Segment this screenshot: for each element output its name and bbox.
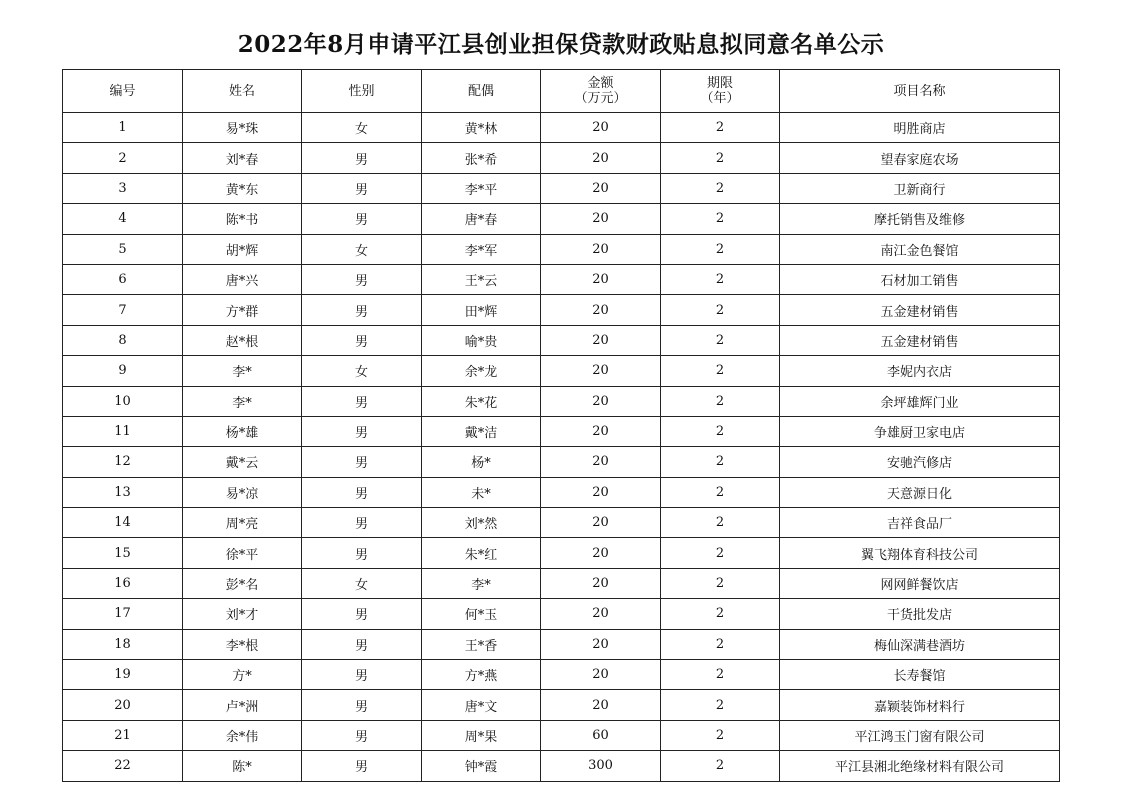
table-row (63, 568, 1060, 598)
cell-gender: 男 (302, 325, 422, 355)
cell-gender: 男 (302, 143, 422, 173)
cell-no: 5 (63, 234, 183, 264)
cell-project: 天意源日化 (780, 477, 1060, 507)
cell-project: 明胜商店 (780, 113, 1060, 143)
cell-no: 19 (63, 660, 183, 690)
cell-project: 南江金色餐馆 (780, 234, 1060, 264)
cell-amount: 20 (541, 599, 661, 629)
cell-no: 11 (63, 416, 183, 446)
cell-spouse: 黄*林 (422, 113, 541, 143)
cell-term: 2 (661, 416, 780, 446)
cell-gender: 男 (302, 416, 422, 446)
table-row (63, 477, 1060, 507)
cell-amount: 20 (541, 690, 661, 720)
header-no: 编号 (63, 70, 183, 113)
cell-term: 2 (661, 204, 780, 234)
table-row (63, 295, 1060, 325)
cell-spouse: 张*希 (422, 143, 541, 173)
cell-project: 梅仙深满巷酒坊 (780, 629, 1060, 659)
header-gender: 性别 (302, 70, 422, 113)
cell-term: 2 (661, 538, 780, 568)
table-row (63, 234, 1060, 264)
cell-name: 戴*云 (183, 447, 302, 477)
table-row (63, 629, 1060, 659)
cell-spouse: 何*玉 (422, 599, 541, 629)
cell-amount: 20 (541, 204, 661, 234)
cell-amount: 20 (541, 447, 661, 477)
cell-name: 黄*东 (183, 173, 302, 203)
cell-spouse: 李*平 (422, 173, 541, 203)
cell-spouse: 朱*花 (422, 386, 541, 416)
table-row (63, 447, 1060, 477)
cell-project: 摩托销售及维修 (780, 204, 1060, 234)
cell-amount: 20 (541, 173, 661, 203)
cell-gender: 男 (302, 690, 422, 720)
cell-spouse: 唐*春 (422, 204, 541, 234)
table-row (63, 173, 1060, 203)
cell-project: 嘉颖装饰材料行 (780, 690, 1060, 720)
cell-gender: 女 (302, 356, 422, 386)
cell-gender: 男 (302, 629, 422, 659)
cell-term: 2 (661, 143, 780, 173)
cell-gender: 男 (302, 295, 422, 325)
cell-name: 卢*洲 (183, 690, 302, 720)
table-row (63, 204, 1060, 234)
cell-name: 易*珠 (183, 113, 302, 143)
cell-spouse: 王*香 (422, 629, 541, 659)
cell-amount: 20 (541, 660, 661, 690)
cell-term: 2 (661, 447, 780, 477)
cell-term: 2 (661, 234, 780, 264)
cell-no: 4 (63, 204, 183, 234)
cell-no: 1 (63, 113, 183, 143)
header-name: 姓名 (183, 70, 302, 113)
cell-term: 2 (661, 690, 780, 720)
cell-name: 方*群 (183, 295, 302, 325)
cell-gender: 男 (302, 599, 422, 629)
cell-amount: 20 (541, 234, 661, 264)
cell-term: 2 (661, 356, 780, 386)
cell-term: 2 (661, 629, 780, 659)
cell-project: 干货批发店 (780, 599, 1060, 629)
cell-gender: 男 (302, 204, 422, 234)
cell-term: 2 (661, 113, 780, 143)
cell-gender: 男 (302, 447, 422, 477)
cell-gender: 男 (302, 538, 422, 568)
cell-name: 易*凉 (183, 477, 302, 507)
cell-amount: 20 (541, 416, 661, 446)
cell-no: 9 (63, 356, 183, 386)
cell-name: 刘*才 (183, 599, 302, 629)
cell-name: 杨*雄 (183, 416, 302, 446)
header-amount-label: 金额 (587, 76, 614, 91)
cell-spouse: 王*云 (422, 264, 541, 294)
cell-gender: 男 (302, 751, 422, 781)
table-row (63, 113, 1060, 143)
cell-term: 2 (661, 751, 780, 781)
cell-term: 2 (661, 508, 780, 538)
table-body (63, 113, 1060, 782)
cell-amount: 60 (541, 720, 661, 750)
cell-spouse: 方*燕 (422, 660, 541, 690)
cell-project: 李妮内衣店 (780, 356, 1060, 386)
cell-no: 14 (63, 508, 183, 538)
cell-spouse: 戴*洁 (422, 416, 541, 446)
table-row (63, 508, 1060, 538)
header-spouse: 配偶 (422, 70, 541, 113)
loan-list-table (62, 69, 1060, 782)
cell-no: 17 (63, 599, 183, 629)
cell-gender: 男 (302, 264, 422, 294)
cell-gender: 男 (302, 508, 422, 538)
cell-project: 平江县湘北绝缘材料有限公司 (780, 751, 1060, 781)
cell-spouse: 杨* (422, 447, 541, 477)
cell-term: 2 (661, 599, 780, 629)
cell-amount: 20 (541, 538, 661, 568)
cell-amount: 300 (541, 751, 661, 781)
cell-spouse: 唐*文 (422, 690, 541, 720)
table-row (63, 660, 1060, 690)
cell-name: 陈*书 (183, 204, 302, 234)
cell-spouse: 刘*然 (422, 508, 541, 538)
cell-name: 方* (183, 660, 302, 690)
header-amount (541, 70, 661, 113)
cell-no: 15 (63, 538, 183, 568)
cell-no: 6 (63, 264, 183, 294)
cell-amount: 20 (541, 356, 661, 386)
cell-gender: 男 (302, 173, 422, 203)
cell-name: 李* (183, 386, 302, 416)
cell-project: 平江鸿玉门窗有限公司 (780, 720, 1060, 750)
cell-name: 李*根 (183, 629, 302, 659)
cell-no: 10 (63, 386, 183, 416)
cell-no: 13 (63, 477, 183, 507)
table-row (63, 143, 1060, 173)
table-row (63, 386, 1060, 416)
header-project: 项目名称 (780, 70, 1060, 113)
cell-term: 2 (661, 720, 780, 750)
cell-spouse: 未* (422, 477, 541, 507)
table-row (63, 751, 1060, 781)
cell-name: 余*伟 (183, 720, 302, 750)
cell-amount: 20 (541, 325, 661, 355)
cell-spouse: 周*果 (422, 720, 541, 750)
cell-no: 8 (63, 325, 183, 355)
cell-project: 望春家庭农场 (780, 143, 1060, 173)
document-title: 2022年8月申请平江县创业担保贷款财政贴息拟同意名单公示 (237, 31, 885, 58)
cell-project: 余坪雄辉门业 (780, 386, 1060, 416)
table-row (63, 538, 1060, 568)
cell-term: 2 (661, 386, 780, 416)
header-term-label: 期限 (706, 76, 733, 91)
table-row (63, 356, 1060, 386)
table-row (63, 264, 1060, 294)
cell-no: 22 (63, 751, 183, 781)
cell-project: 五金建材销售 (780, 295, 1060, 325)
cell-gender: 女 (302, 234, 422, 264)
cell-name: 赵*根 (183, 325, 302, 355)
cell-name: 陈* (183, 751, 302, 781)
cell-amount: 20 (541, 629, 661, 659)
header-term (661, 70, 780, 113)
table-header-row (63, 70, 1060, 113)
cell-no: 21 (63, 720, 183, 750)
cell-gender: 男 (302, 477, 422, 507)
cell-term: 2 (661, 295, 780, 325)
cell-project: 石材加工销售 (780, 264, 1060, 294)
cell-term: 2 (661, 477, 780, 507)
cell-name: 胡*辉 (183, 234, 302, 264)
cell-project: 网网鲜餐饮店 (780, 568, 1060, 598)
cell-no: 20 (63, 690, 183, 720)
cell-amount: 20 (541, 568, 661, 598)
cell-name: 唐*兴 (183, 264, 302, 294)
cell-project: 五金建材销售 (780, 325, 1060, 355)
cell-spouse: 李* (422, 568, 541, 598)
cell-spouse: 钟*霞 (422, 751, 541, 781)
cell-term: 2 (661, 173, 780, 203)
table-row (63, 720, 1060, 750)
cell-name: 徐*平 (183, 538, 302, 568)
table-row (63, 416, 1060, 446)
cell-term: 2 (661, 325, 780, 355)
cell-gender: 女 (302, 568, 422, 598)
cell-amount: 20 (541, 113, 661, 143)
header-amount-unit: （万元） (574, 91, 627, 106)
cell-gender: 女 (302, 113, 422, 143)
cell-gender: 男 (302, 660, 422, 690)
cell-no: 3 (63, 173, 183, 203)
cell-project: 吉祥食品厂 (780, 508, 1060, 538)
cell-project: 翼飞翔体育科技公司 (780, 538, 1060, 568)
cell-amount: 20 (541, 143, 661, 173)
cell-name: 周*亮 (183, 508, 302, 538)
cell-spouse: 余*龙 (422, 356, 541, 386)
cell-no: 18 (63, 629, 183, 659)
cell-amount: 20 (541, 264, 661, 294)
cell-amount: 20 (541, 477, 661, 507)
cell-no: 2 (63, 143, 183, 173)
cell-no: 16 (63, 568, 183, 598)
cell-amount: 20 (541, 508, 661, 538)
table-row (63, 690, 1060, 720)
cell-spouse: 朱*红 (422, 538, 541, 568)
cell-spouse: 田*辉 (422, 295, 541, 325)
cell-name: 刘*春 (183, 143, 302, 173)
header-term-unit: （年） (700, 91, 740, 106)
cell-name: 李* (183, 356, 302, 386)
cell-name: 彭*名 (183, 568, 302, 598)
cell-project: 长寿餐馆 (780, 660, 1060, 690)
table-row (63, 599, 1060, 629)
cell-project: 争雄厨卫家电店 (780, 416, 1060, 446)
cell-gender: 男 (302, 720, 422, 750)
table-row (63, 325, 1060, 355)
cell-amount: 20 (541, 295, 661, 325)
cell-project: 卫新商行 (780, 173, 1060, 203)
cell-term: 2 (661, 660, 780, 690)
cell-no: 7 (63, 295, 183, 325)
cell-amount: 20 (541, 386, 661, 416)
cell-gender: 男 (302, 386, 422, 416)
cell-spouse: 喻*贵 (422, 325, 541, 355)
cell-term: 2 (661, 264, 780, 294)
cell-spouse: 李*军 (422, 234, 541, 264)
cell-project: 安驰汽修店 (780, 447, 1060, 477)
cell-no: 12 (63, 447, 183, 477)
cell-term: 2 (661, 568, 780, 598)
